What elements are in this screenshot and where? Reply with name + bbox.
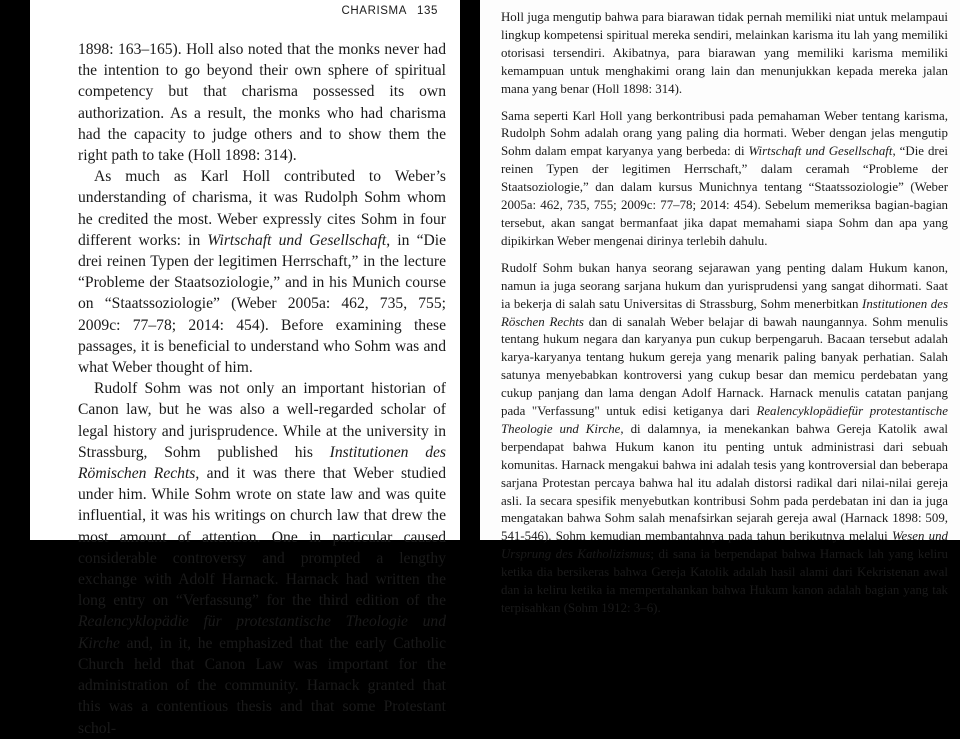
running-head-title: CHARISMA [341,5,407,17]
page-number: 135 [417,5,438,17]
paragraph: 1898: 163–165). Holl also noted that the monks never had the intention to go beyond their own sphere of spiritual competency but that charisma possessed its own authorization. As a result, the monks who had charisma had the capacity to judge others and to show them the right path to take (Holl 1898: 314). [78,41,446,165]
english-text-body [78,39,446,739]
book-page-english [30,0,460,737]
translation-page-indonesian [480,0,960,615]
paragraph: Rudolf Sohm bukan hanya seorang sejarawan yang penting dalam Hukum kanon, namun ia juga seorang sarjana hukum dan yurisprudensi yang sangat dihormati. Saat ia bekerja di salah satu Universitas di Strassburg, Sohm menerbitkan Institutionen des Röschen Rechts dan di sanalah Weber belajar di bawah naungannya. Sohm menulis tentang hukum negara dan karyanya pun cukup berpengaruh. Bacaan tersebut adalah karya-karyanya tentang hukum gereja yang menarik paling banyak perhatian. Salah satunya menyebabkan kontroversi yang cukup besar dan memicu perdebatan yang cukup panjang dan lama dengan Adolf Harnack. Harnack menulis catatan panjang pada "Verfassung" untuk edisi ketiganya dari Realencyklopädiefür protestantische Theologie und Kirche, di dalamnya, ia menekankan bahwa Gereja Katolik awal berpendapat bahwa Hukum kanon itu penting untuk administrasi dari sebuah komunitas. Harnack mengakui bahwa ini adalah tesis yang kontroversial dan beberapa sarjana Protestan percaya bahwa hal itu adalah distorsi radikal dari nilai-nilai gereja asli. Ia secara spesifik menyebutkan kontribusi Sohm pada perdebatan ini dan ia juga mengatakan bahwa Sohm salah menafsirkan sejarah gereja awal (Harnack 1898: 509, 541-546). Sohm kemudian membantahnya pada tahun berikutnya melalui Wesen und Ursprung des Katholizismus; di sana ia berpendapat bahwa Harnack lah yang keliru ketika dia bersikeras bahwa Gereja Katolik adalah hasil alami dari Kekristenan awal dan ia keliru ketika ia mempertahankan bahwa Hukum kanon adalah bagian yang tak terpisahkan (Sohm 1912: 3–6). [501,260,949,615]
paragraph: Sama seperti Karl Holl yang berkontribusi pada pemahaman Weber tentang karisma, Rudolph Sohm adalah orang yang paling dia hormati. Weber dengan jelas mengutip Sohm dalam empat karyanya yang berbeda: di Wirtschaft und Gesellschaft, “Die drei reinen Typen der legitimen Herrschaft,” dalam ceramah “Probleme der Staatsoziologie,” dan dalam kursus Munichnya tentang “Staatssoziologie” (Weber 2005a: 462, 735, 755; 2009c: 77–78; 2014: 454). Sebelum memeriksa bagian-bagian tersebut, akan sangat bermanfaat jika dapat memahami siapa Sohm dan apa yang dipikirkan Weber mengenai dirinya terlebih dahulu. [501,108,948,248]
paragraph: Rudolf Sohm was not only an important historian of Canon law, but he was also a well-regarded scholar of legal history and jurisprudence. While at the university in Strassburg, Sohm published his Institutionen des Römischen Rechts, and it was there that Weber studied under him. While Sohm wrote on state law and was quite influential, it was his writings on church law that drew the most amount of attention. One in particular caused considerable controversy and prompted a lengthy exchange with Adolf Harnack. Harnack had written the long entry on “Verfassung” for the third edition of the Realencyklopädie für protestantische Theologie und Kirche and, in it, he emphasized that the early Catholic Church held that Canon Law was important for the administration of the community. Harnack granted that this was a contentious thesis and that some Protestant schol- [78,380,446,737]
paragraph: Holl juga mengutip bahwa para biarawan tidak pernah memiliki niat untuk melampaui lingkup kompetensi spiritual mereka sendiri, melainkan karisma itu lah yang memiliki otorisasi tersendiri. Akibatnya, para biarawan yang memiliki karisma memiliki kemampuan untuk menghakimi orang lain dan menunjukkan kepada mereka jalan mana yang benar (Holl 1898: 314). [501,10,948,96]
indonesian-text-body [501,9,948,618]
running-header [78,5,446,19]
paragraph: As much as Karl Holl contributed to Weber’s understanding of charisma, it was Rudolph Sohm whom he credited the most. Weber expressly cites Sohm in four different works: in Wirtschaft und Gesellschaft, in “Die drei reinen Typen der legitimen Herrschaft,” in the lecture “Probleme der Staatsoziologie,” and in his Munich course on “Staatssoziologie” (Weber 2005a: 462, 735, 755; 2009c: 77–78; 2014: 454). Before examining these passages, it is beneficial to understand who Sohm was and what Weber thought of him. [78,168,447,377]
